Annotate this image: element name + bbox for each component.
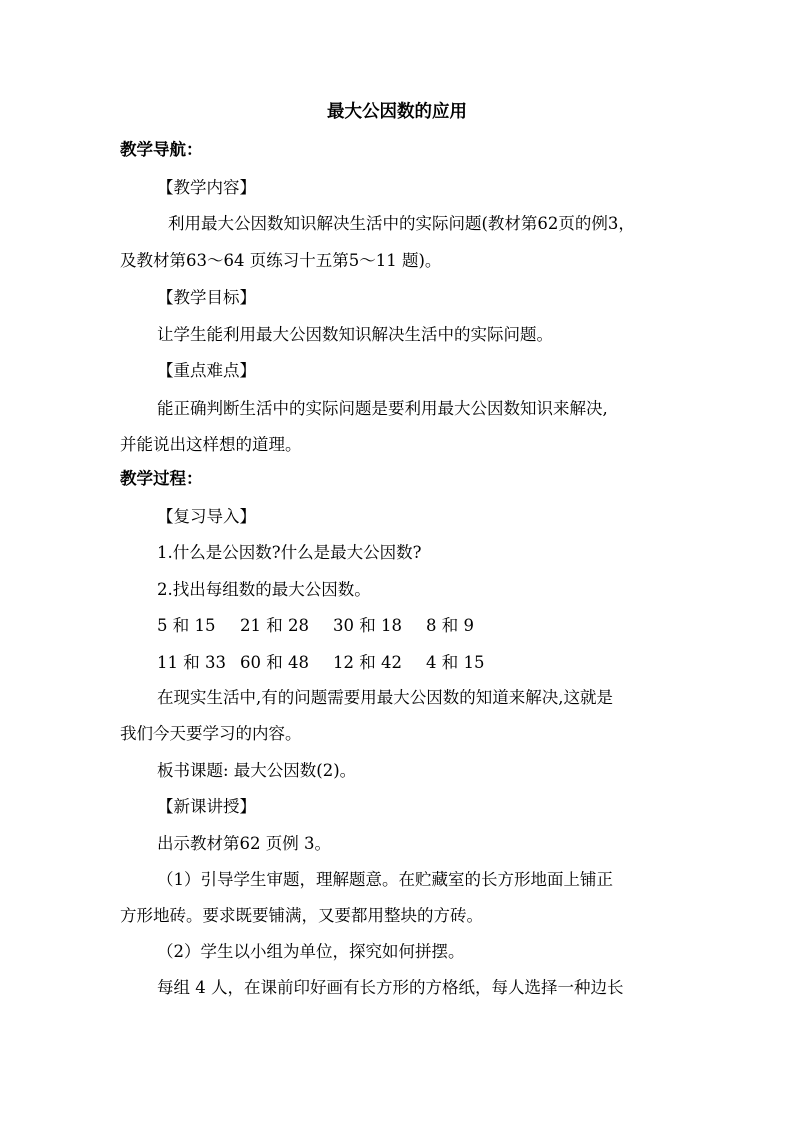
content-line-1: 利用最大公因数知识解决生活中的实际问题(教材第62页的例3， [168,214,635,233]
review-heading: 【复习导入】 [157,507,256,526]
document-title: 最大公因数的应用 [327,102,467,122]
number-pair: 4 和 15 [426,653,485,672]
key-heading: 【重点难点】 [157,361,256,380]
number-pair: 60 和 48 [240,653,309,672]
step-1-line-1: （1）引导学生审题，理解题意。在贮藏室的长方形地面上铺正 [157,870,613,889]
key-line-2: 并能说出这样想的道理。 [120,435,302,454]
nav-heading: 教学导航： [120,140,203,159]
number-pair: 21 和 28 [240,616,309,635]
number-pair: 5 和 15 [157,616,216,635]
content-heading: 【教学内容】 [157,178,256,197]
key-line-1: 能正确判断生活中的实际问题是要利用最大公因数知识来解决, [157,399,608,418]
step-1-line-2: 方形地砖。要求既要铺满，又要都用整块的方砖。 [120,906,483,925]
number-pair: 12 和 42 [333,653,402,672]
board-title: 板书课题: 最大公因数(2)。 [157,761,357,780]
show-example: 出示教材第62 页例 3。 [157,834,331,853]
number-pair: 30 和 18 [333,616,402,635]
group-line: 每组 4 人，在课前印好画有长方形的方格纸，每人选择一种边长 [157,978,624,997]
goal-heading: 【教学目标】 [157,288,256,307]
intro-line-2: 我们今天要学习的内容。 [120,724,302,743]
intro-line-1: 在现实生活中,有的问题需要用最大公因数的知道来解决,这就是 [157,688,613,707]
process-heading: 教学过程： [120,469,203,488]
new-lesson-heading: 【新课讲授】 [157,797,256,816]
step-2: （2）学生以小组为单位，探究如何拼摆。 [157,942,465,961]
goal-text: 让学生能利用最大公因数知识解决生活中的实际问题。 [157,325,553,344]
review-question-2: 2.找出每组数的最大公因数。 [157,580,371,599]
content-line-2: 及教材第63～64 页练习十五第5～11 题)。 [120,251,442,270]
number-pair: 11 和 33 [157,653,226,672]
review-question-1: 1.什么是公因数?什么是最大公因数? [157,543,422,562]
number-pair: 8 和 9 [426,616,474,635]
